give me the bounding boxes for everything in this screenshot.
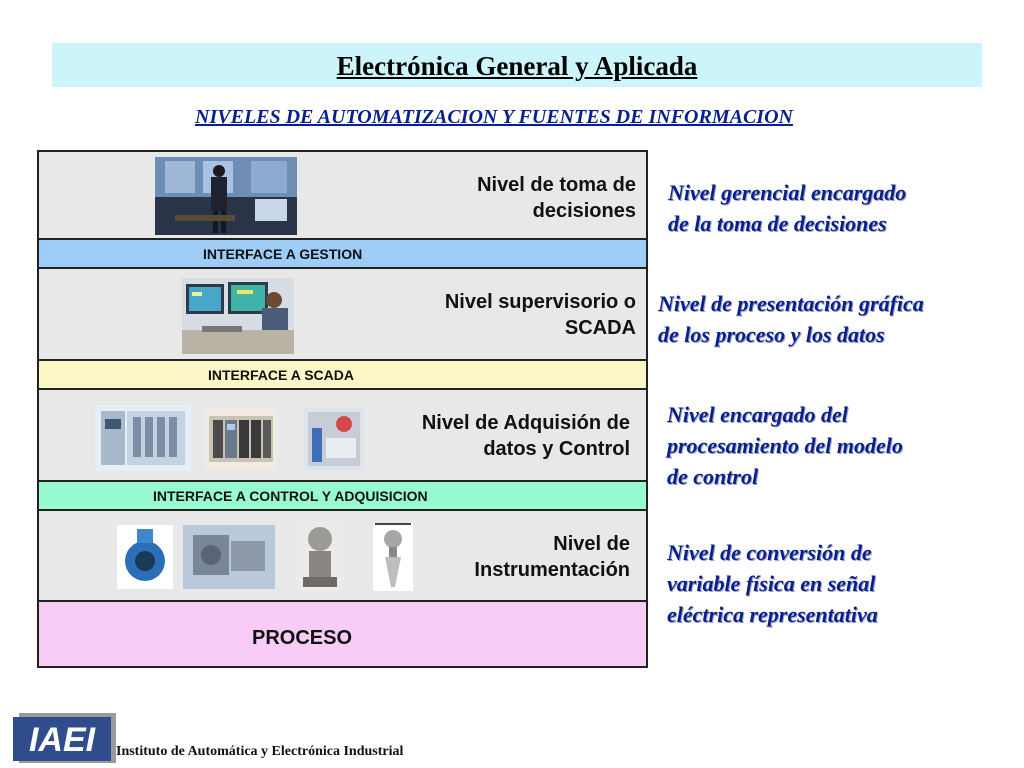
description-instrumentation-line2: variable física en señal <box>667 571 876 596</box>
description-acquisition-line2: procesamiento del modelo <box>667 433 903 458</box>
description-decisions <box>668 177 906 239</box>
level-instrumentation-label <box>474 531 630 583</box>
level-instrumentation-label-line2: Instrumentación <box>474 559 630 581</box>
process-block <box>37 600 648 668</box>
interface-gestion-label: INTERFACE A GESTION <box>203 246 363 262</box>
level-acquisition-label-line1: Nivel de Adquisión de <box>421 412 630 434</box>
level-decisions-label-line1: Nivel de toma de <box>477 174 636 196</box>
description-decisions-line2: de la toma de decisiones <box>668 211 887 236</box>
description-scada-line2: de los proceso y los datos <box>658 322 885 347</box>
executive-office-photo <box>155 157 297 235</box>
description-decisions-line1: Nivel gerencial encargado <box>668 180 907 205</box>
interface-scada-label: INTERFACE A SCADA <box>208 367 354 383</box>
pressure-sensor-photo <box>295 521 345 591</box>
description-scada <box>658 288 924 350</box>
interface-control-acquisition <box>37 480 648 511</box>
process-label: PROCESO <box>252 627 353 649</box>
level-decisions-label <box>477 172 636 224</box>
page-subtitle: NIVELES DE AUTOMATIZACION Y FUENTES DE INFORMACION <box>195 106 793 128</box>
plc-module-photo <box>95 405 191 471</box>
level-instrumentation-label-line1: Nivel de <box>553 533 630 555</box>
description-instrumentation <box>667 537 878 630</box>
description-instrumentation-line3: eléctrica representativa <box>667 602 878 627</box>
description-acquisition-line1: Nivel encargado del <box>667 402 848 427</box>
level-instrumentation <box>37 509 648 602</box>
level-scada-label <box>445 289 636 341</box>
level-decisions <box>37 150 648 240</box>
level-acquisition-label <box>422 410 630 462</box>
telesaf-unit-photo <box>304 408 364 470</box>
page-title: Electrónica General y Aplicada <box>336 51 698 81</box>
interface-gestion <box>37 238 648 269</box>
level-decisions-label-line2: decisiones <box>532 200 636 222</box>
iaei-logo <box>13 713 116 763</box>
flowmeter-photo <box>117 525 173 589</box>
level-scada <box>37 267 648 361</box>
description-acquisition <box>667 399 903 492</box>
level-acquisition-label-line2: datos y Control <box>483 438 630 460</box>
level-scada-label-line1: Nivel supervisorio o <box>444 291 636 313</box>
interface-scada <box>37 359 648 390</box>
level-scada-label-line2: SCADA <box>564 317 636 339</box>
interface-control-acquisition-label: INTERFACE A CONTROL Y ADQUISICION <box>153 488 428 504</box>
title-bar <box>52 43 982 87</box>
controller-rack-photo <box>205 408 277 470</box>
transmitter-photo <box>183 525 275 589</box>
radar-level-sensor-photo <box>373 523 413 591</box>
svg-text:IAEI: IAEI <box>28 721 96 759</box>
institute-name: Instituto de Automática y Electrónica Industrial <box>116 744 404 759</box>
description-instrumentation-line1: Nivel de conversión de <box>667 540 872 565</box>
level-acquisition <box>37 388 648 482</box>
scada-operator-photo <box>182 278 294 354</box>
description-scada-line1: Nivel de presentación gráfica <box>658 291 924 316</box>
description-acquisition-line3: de control <box>667 464 759 489</box>
